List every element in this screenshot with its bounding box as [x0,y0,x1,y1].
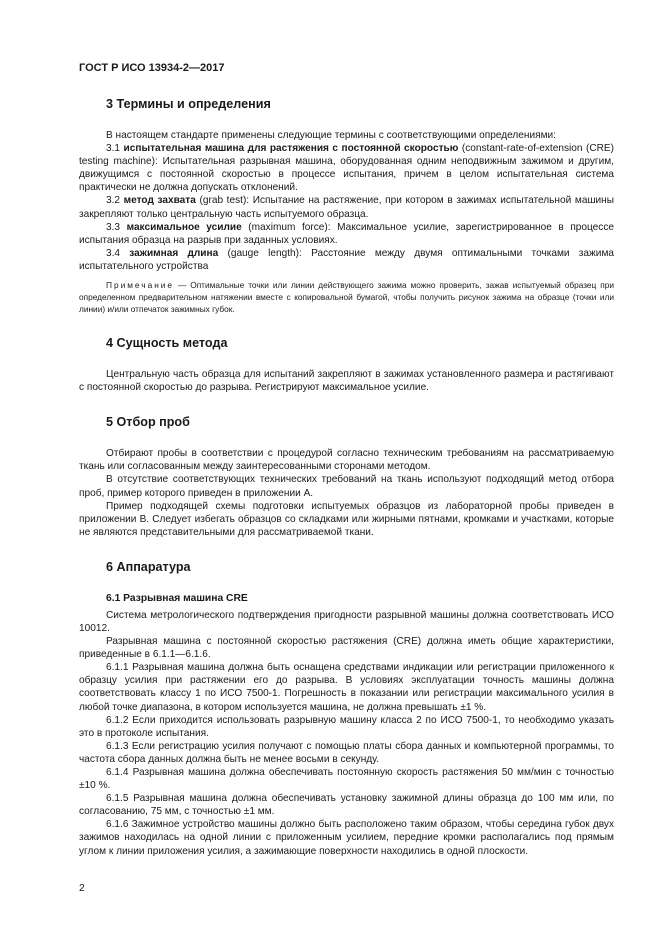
section-3-intro: В настоящем стандарте применены следующие термины с соответствующими определениями: [106,130,556,141]
term-3-2 [79,194,614,220]
clause-6-1-5: 6.1.5 Разрывная машина должна обеспечивать установку зажимной длины образца до 100 мм или, по согласованию, 75 мм, с точностью ±1 мм. [79,793,614,818]
section-4 [79,335,614,394]
clause-6-1-1: 6.1.1 Разрывная машина должна быть оснащена средствами индикации или регистрации приложенного к образцу усилия при растяжении его до разрыва. В условиях эксплуатации точность машины должна соответствовать классу 1 по ИСО 7500-1. Погрешность в показании или регистрации максимального усилия в любой точке диапазона, в котором используется машина, не должна превышать ±1 %. [79,662,614,713]
section-3-title: 3 Термины и определения [106,97,271,111]
section-5 [79,414,614,539]
term-3-4-definition: (gauge length): Расстояние между двумя оптимальными точками зажима испытательного устройства [79,247,614,272]
section-3 [79,96,614,315]
section-5-paragraph-1: Отбирают пробы в соответствии с процедурой согласно техническим требованиям на рассматриваемую ткань или согласованным между заинтересованными сторонами методом. [79,448,614,473]
term-3-1-number: 3.1 [106,143,124,155]
section-3-note [79,279,614,315]
term-3-1 [79,142,614,194]
term-3-1-name: испытательная машина для растяжения с постоянной скоростью [123,143,459,155]
term-3-3-number: 3.3 [106,221,127,233]
section-6-title: 6 Аппаратура [106,559,191,574]
section-5-paragraph-3: Пример подходящей схемы подготовки испытуемых образцов из лабораторной пробы приведен в приложении В. Следует избегать образцов со складками или жирными пятнами, кромками и участками, которые не являются представительными для рассматриваемой ткани. [79,500,614,538]
note-label: Примечание [106,280,175,291]
document-body [79,96,614,858]
term-3-3 [79,221,614,247]
term-3-3-name: максимальное усилие [126,221,242,233]
section-6-paragraph-2: Разрывная машина с постоянной скоростью растяжения (CRE) должна иметь общие характеристики, приведенные в 6.1.1—6.1.6. [79,636,614,661]
term-3-4-name: зажимная длина [129,247,219,259]
clause-6-1-4: 6.1.4 Разрывная машина должна обеспечивать постоянную скорость растяжения 50 мм/мин с точностью ±10 %. [79,767,614,792]
page-number: 2 [79,882,85,894]
term-3-3-definition: (maximum force): Максимальное усилие, зарегистрированное в процессе испытания образца на разрыв при заданных условиях. [79,221,615,246]
clause-6-1-6: 6.1.6 Зажимное устройство машины должно быть расположено таким образом, чтобы середина губок двух зажимов находилась на одной линии с приложенным усилием, передние кромки располагались под прямым углом к линии приложения усилия, а зажимающие поверхности находились в одной плоскости. [79,819,614,857]
document-header: ГОСТ Р ИСО 13934-2—2017 [79,62,225,74]
subsection-6-1-title: 6.1 Разрывная машина CRE [106,592,248,604]
term-3-1-definition: (constant-rate-of-extension (CRE) testing machine): Испытательная разрывная машина, оборудованная одним неподвижным зажимом и другим, движущимся с постоянной скоростью в процессе испытания, причем в целом испытательная система практически не должна допускать отклонений. [79,143,614,194]
section-6-paragraph-1: Система метрологического подтверждения пригодности разрывной машины должна соответствовать ИСО 10012. [79,609,614,634]
note-text: — Оптимальные точки или линии действующего зажима можно проверить, зажав испытуемый образец при определенном предварительном натяжении вместе с копировальной бумагой, чтобы получить рисунок зажима на образце (точки или линии) и/или отпечаток зажимных губок. [79,280,614,315]
section-5-title: 5 Отбор проб [106,415,190,430]
term-3-4-number: 3.4 [106,247,130,259]
clause-6-1-3: 6.1.3 Если регистрацию усилия получают с помощью платы сбора данных и компьютерной программы, то частота сбора данных должна быть не менее восьми в секунду. [79,740,614,765]
term-3-2-definition: (grab test): Испытание на растяжение, при котором в зажимах испытательной машины закрепляют только центральную часть испытуемого образца. [79,195,615,220]
section-4-title: 4 Сущность метода [106,336,228,351]
section-4-paragraph: Центральную часть образца для испытаний закрепляют в зажимах установленного размера и растягивают с постоянной скоростью до разрыва. Регистрируют максимальное усилие. [79,369,614,394]
term-3-2-name: метод захвата [123,195,196,207]
term-3-4 [79,247,614,273]
term-3-2-number: 3.2 [106,195,124,207]
clause-6-1-2: 6.1.2 Если приходится использовать разрывную машину класса 2 по ИСО 7500-1, то необходимо указать это в протоколе испытания. [79,714,614,739]
section-6 [79,559,614,858]
section-5-paragraph-2: В отсутствие соответствующих технических требований на ткань используют подходящий метод отбора проб, пример которого приведен в приложении А. [79,474,614,499]
